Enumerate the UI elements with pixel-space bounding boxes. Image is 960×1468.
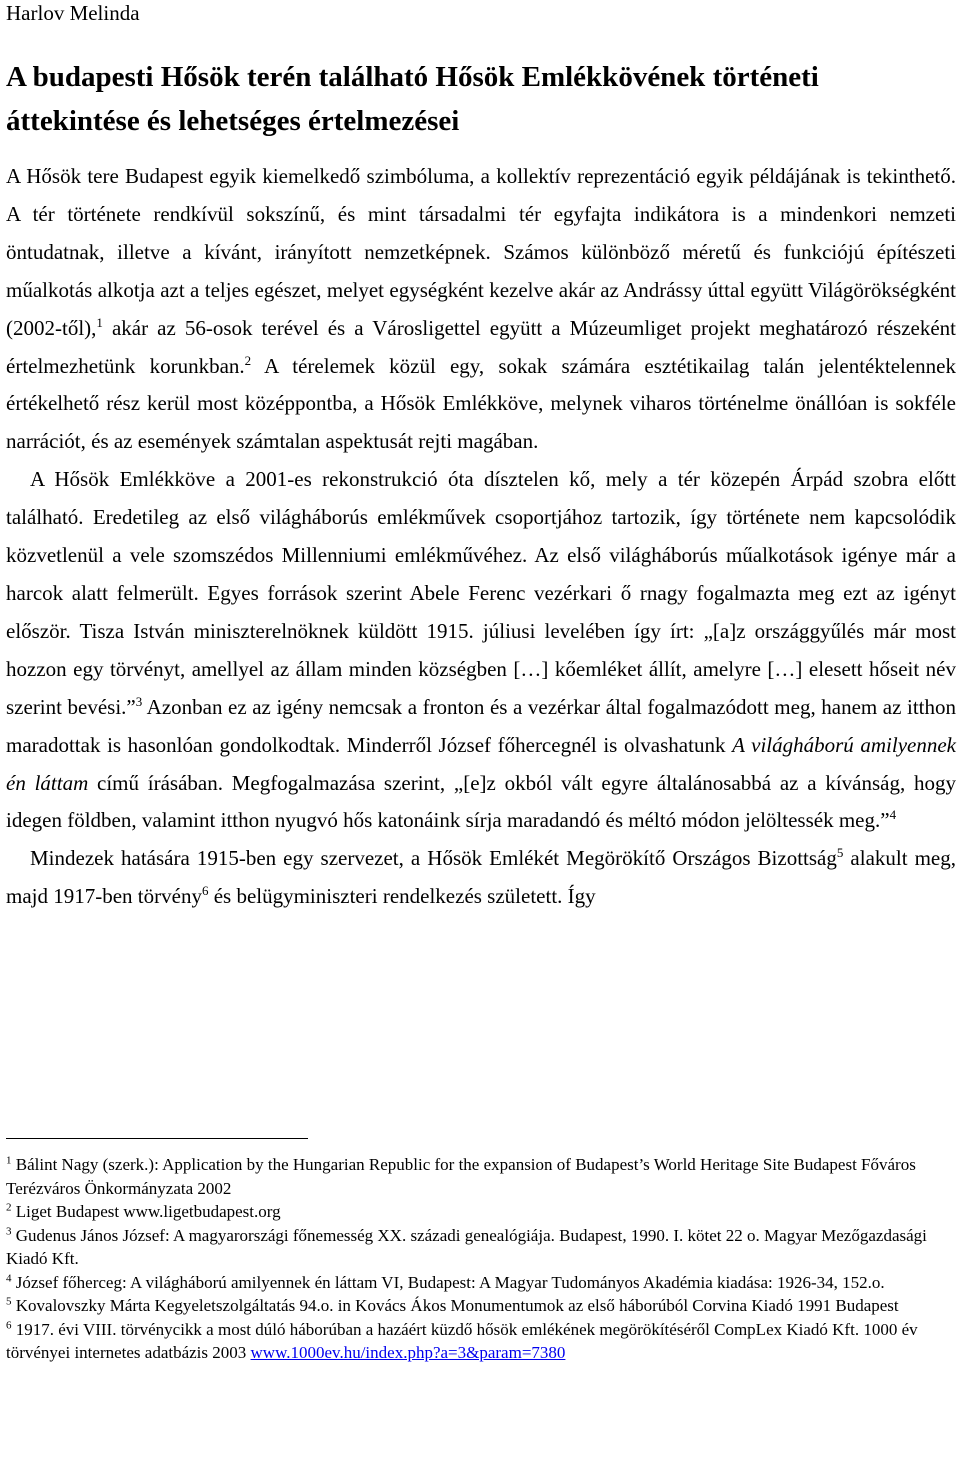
author-name: Harlov Melinda	[6, 1, 140, 25]
article-body	[6, 158, 956, 916]
footnote-3	[6, 1224, 956, 1271]
footnotes	[6, 1153, 956, 1365]
footnote-ref-1: 1	[96, 314, 103, 330]
paragraph-text: akár az 56-osok terével és a Városligettel együtt a Múzeumliget projekt meghatározó részeként értelmezhetünk korunkban.	[6, 315, 956, 378]
footnote-ref-5: 5	[836, 845, 844, 861]
footnote-number: 2	[6, 1201, 12, 1214]
footnote-ref-4: 4	[889, 807, 897, 823]
footnote-2	[6, 1200, 956, 1224]
paragraph-2	[6, 461, 956, 840]
paragraph-1	[6, 158, 956, 461]
footnote-number: 4	[6, 1271, 12, 1284]
paragraph-text: Azonban ez az igény nemcsak a fronton és a vezérkar által fogalmazódott meg, hanem az itthon maradottak is hasonlóan gondolkodtak. Minderről József főhercegnél is olvashatunk	[6, 694, 956, 757]
law-database-link[interactable]: www.1000ev.hu/index.php?a=3&param=7380	[250, 1343, 566, 1362]
footnote-separator	[6, 1138, 308, 1139]
paragraph-text: A Hősök Emlékköve a 2001-es rekonstrukció óta dísztelen kő, mely a tér közepén Árpád szobra előtt található. Eredetileg az első világháborús emlékművek csoportjához tartozik, így története nem kapcsolódik közvetlenül a vele szomszédos Millenniumi emlékművéhez. Az első világháborús műalkotások igénye már a harcok alatt felmerült. Egyes források szerint Abele Ferenc vezérkari ő rnagy fogalmazta meg ezt az igényt először. Tisza István miniszterelnöknek küldött 1915. júliusi levelében így írt: „[a]z országgyűlés már most hozzon egy törvényt, amellyel az állam minden községben […] kőemléket állít, amelyre […] elesett hőseit név szerint bevési.”	[6, 467, 956, 719]
footnote-1	[6, 1153, 956, 1200]
footnote-text: Liget Budapest www.ligetbudapest.org	[11, 1202, 281, 1221]
paragraph-text: Mindezek hatására 1915-ben egy szervezet, a Hősök Emlékét Megörökítő Országos Bizottság	[30, 846, 837, 871]
footnote-text: József főherceg: A világháború amilyennek én láttam VI, Budapest: A Magyar Tudományos Akadémia kiadása: 1926-34, 152.o.	[11, 1272, 885, 1292]
paragraph-text: és belügyminiszteri rendelkezés született. Így	[208, 884, 596, 909]
footnote-text: Kovalovszky Márta Kegyeletszolgáltatás 94.o. in Kovács Ákos Monumentumok az első háborúból Corvina Kiadó 1991 Budapest	[11, 1296, 899, 1315]
footnote-number: 6	[6, 1318, 12, 1331]
article-title: A budapesti Hősök terén található Hősök Emlékkövének történeti áttekintése és lehetséges értelmezései	[6, 61, 819, 137]
footnote-text: Bálint Nagy (szerk.): Application by the Hungarian Republic for the expansion of Budapest’s World Heritage Site Budapest Főváros Terézváros Önkormányzata 2002	[6, 1155, 916, 1198]
footnote-text: Gudenus János József: A magyarországi főnemesség XX. századi genealógiája. Budapest, 1990. I. kötet 22 o. Magyar Mezőgazdasági Kiadó Kft.	[6, 1225, 927, 1268]
footnote-number: 1	[6, 1154, 12, 1167]
paragraph-3	[6, 840, 956, 916]
footnote-number: 5	[6, 1295, 12, 1308]
book-title: A világháború amilyennek én láttam	[6, 732, 957, 795]
footnote-5	[6, 1294, 956, 1318]
paragraph-text: A térelemek közül egy, sokak számára esztétikailag talán jelentéktelennek értékelhető rész kerül most középpontba, a Hősök Emlékköve, melynek viharos történelme önállóan is sokféle narrációt, és az események számtalan aspektusát rejti magában.	[6, 353, 957, 454]
footnote-ref-3: 3	[135, 693, 143, 709]
paragraph-text: alakult meg, majd 1917-ben törvény	[6, 846, 956, 909]
footnote-4	[6, 1271, 956, 1295]
paragraph-text: című írásában. Megfogalmazása szerint, „[e]z okból vált egyre általánosabbá az a kívánság, hogy idegen földben, valamint itthon nyugvó hős katonáink sírja maradandó és méltó módon jelöltessék meg.”	[6, 770, 956, 833]
footnote-text: 1917. évi VIII. törvénycikk a most dúló háborúban a hazáért küzdő hősök emlékének megörökítéséről CompLex Kiadó Kft. 1000 év törvényei internetes adatbázis 2003	[6, 1319, 918, 1362]
footnote-ref-2: 2	[244, 352, 252, 368]
paragraph-text: A Hősök tere Budapest egyik kiemelkedő szimbóluma, a kollektív reprezentáció egyik példájának is tekinthető. A tér története rendkívül sokszínű, és mint társadalmi tér egyfajta indikátora is a mindenkori nemzeti öntudatnak, illetve a kívánt, irányított nemzetképnek. Számos különböző méretű és funkciójú építészeti műalkotás alkotja azt a teljes egészet, melyet egységként kezelve akár az Andrássy úttal együtt Világörökségként (2002-től),	[6, 164, 956, 340]
footnote-6	[6, 1318, 956, 1365]
footnote-ref-6: 6	[201, 883, 209, 899]
footnote-number: 3	[6, 1224, 12, 1237]
